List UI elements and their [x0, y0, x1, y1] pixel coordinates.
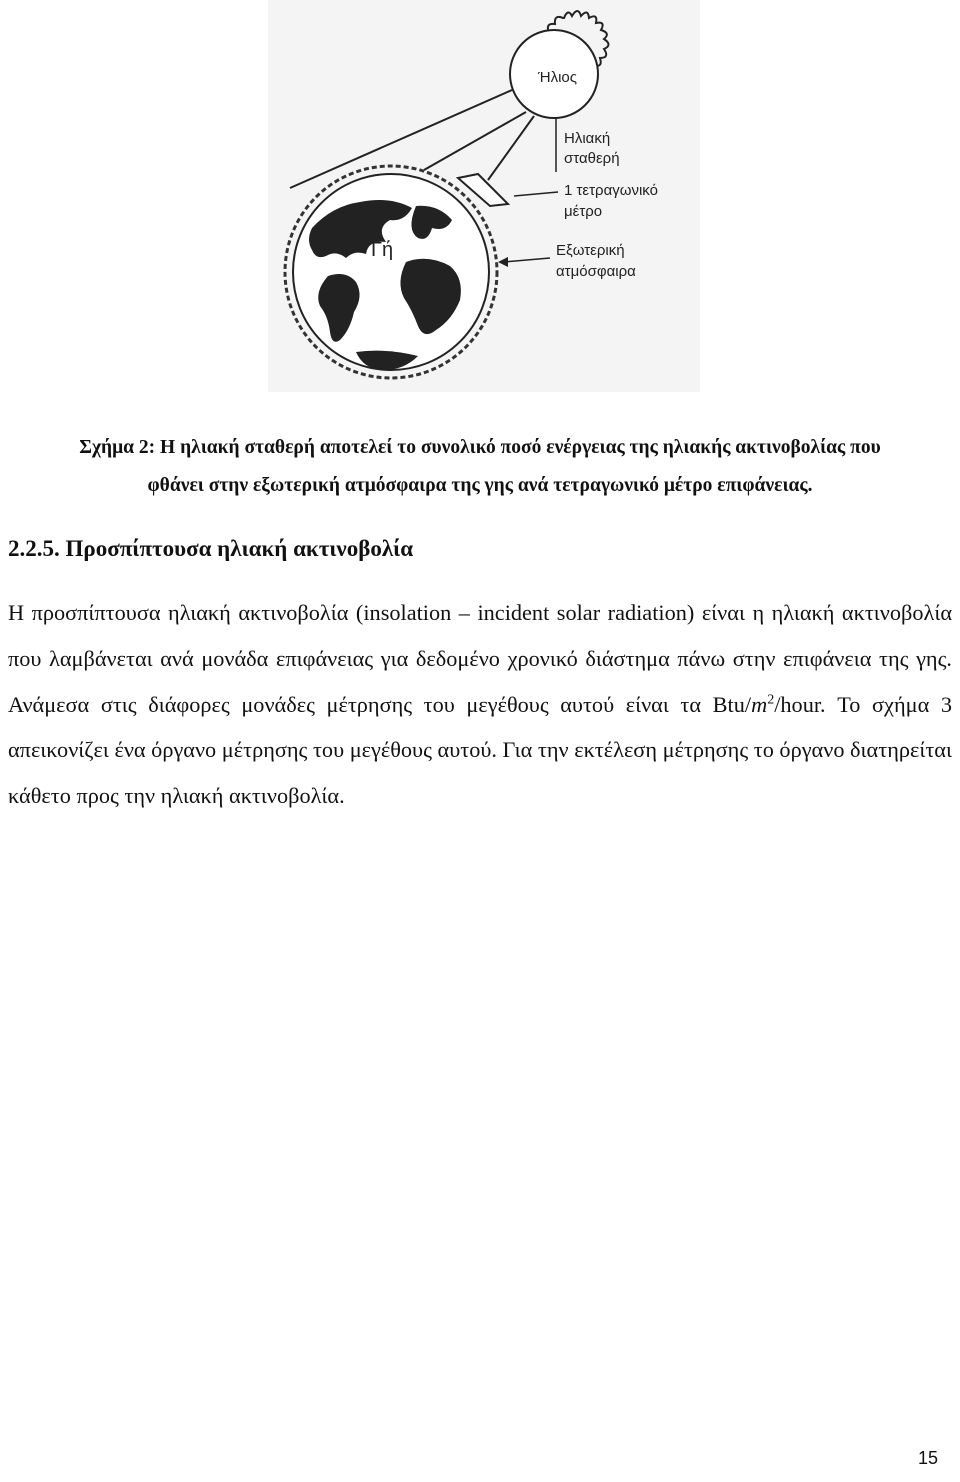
section-heading: 2.2.5. Προσπίπτουσα ηλιακή ακτινοβολία — [8, 536, 414, 561]
solar-constant-label: σταθερή — [564, 150, 620, 167]
square-meter-label: 1 τετραγωνικό — [564, 182, 658, 199]
body-paragraph — [8, 590, 952, 819]
figure-caption-line: φθάνει στην εξωτερική ατμόσφαιρα της γης ανά τετραγωνικό μέτρο επιφάνειας. — [147, 475, 813, 496]
paragraph-text: Η προσπίπτουσα ηλιακή ακτινοβολία (insolation – incident solar radiation) είναι η ηλιακή ακτινοβολία που λαμβάνεται ανά μονάδα επιφάνειας για δεδομένο χρονικό διάστημα πάνω στην επιφάνεια της γης. Ανάμεσα στις διάφορες μονάδες μέτρησης του μεγέθους αυτού είναι τα Btu/ — [8, 600, 952, 717]
square-meter-label: μέτρο — [564, 203, 603, 220]
paragraph-text: /hour. Το σχήμα 3 απεικονίζει ένα όργανο μέτρησης του μεγέθους αυτού. Για την εκτέλεση μέτρησης το όργανο διατηρείται κάθετο προς την ηλιακή ακτινοβολία. — [8, 691, 952, 809]
page-number: 15 — [917, 1448, 938, 1468]
solar-constant-label: Ηλιακή — [564, 130, 611, 147]
solar-constant-figure — [268, 0, 700, 392]
unit-m: m — [751, 691, 768, 717]
unit-exponent: 2 — [767, 692, 775, 708]
sun-label: Ήλιος — [538, 69, 577, 86]
earth-label: Γή — [371, 239, 394, 261]
figure-caption-line: Σχήμα 2: Η ηλιακή σταθερή αποτελεί το συνολικό ποσό ενέργειας της ηλιακής ακτινοβολίας που — [79, 437, 881, 458]
atmosphere-label: Εξωτερική — [556, 242, 625, 259]
figure-svg — [268, 0, 700, 392]
atmosphere-label: ατμόσφαιρα — [556, 263, 636, 280]
